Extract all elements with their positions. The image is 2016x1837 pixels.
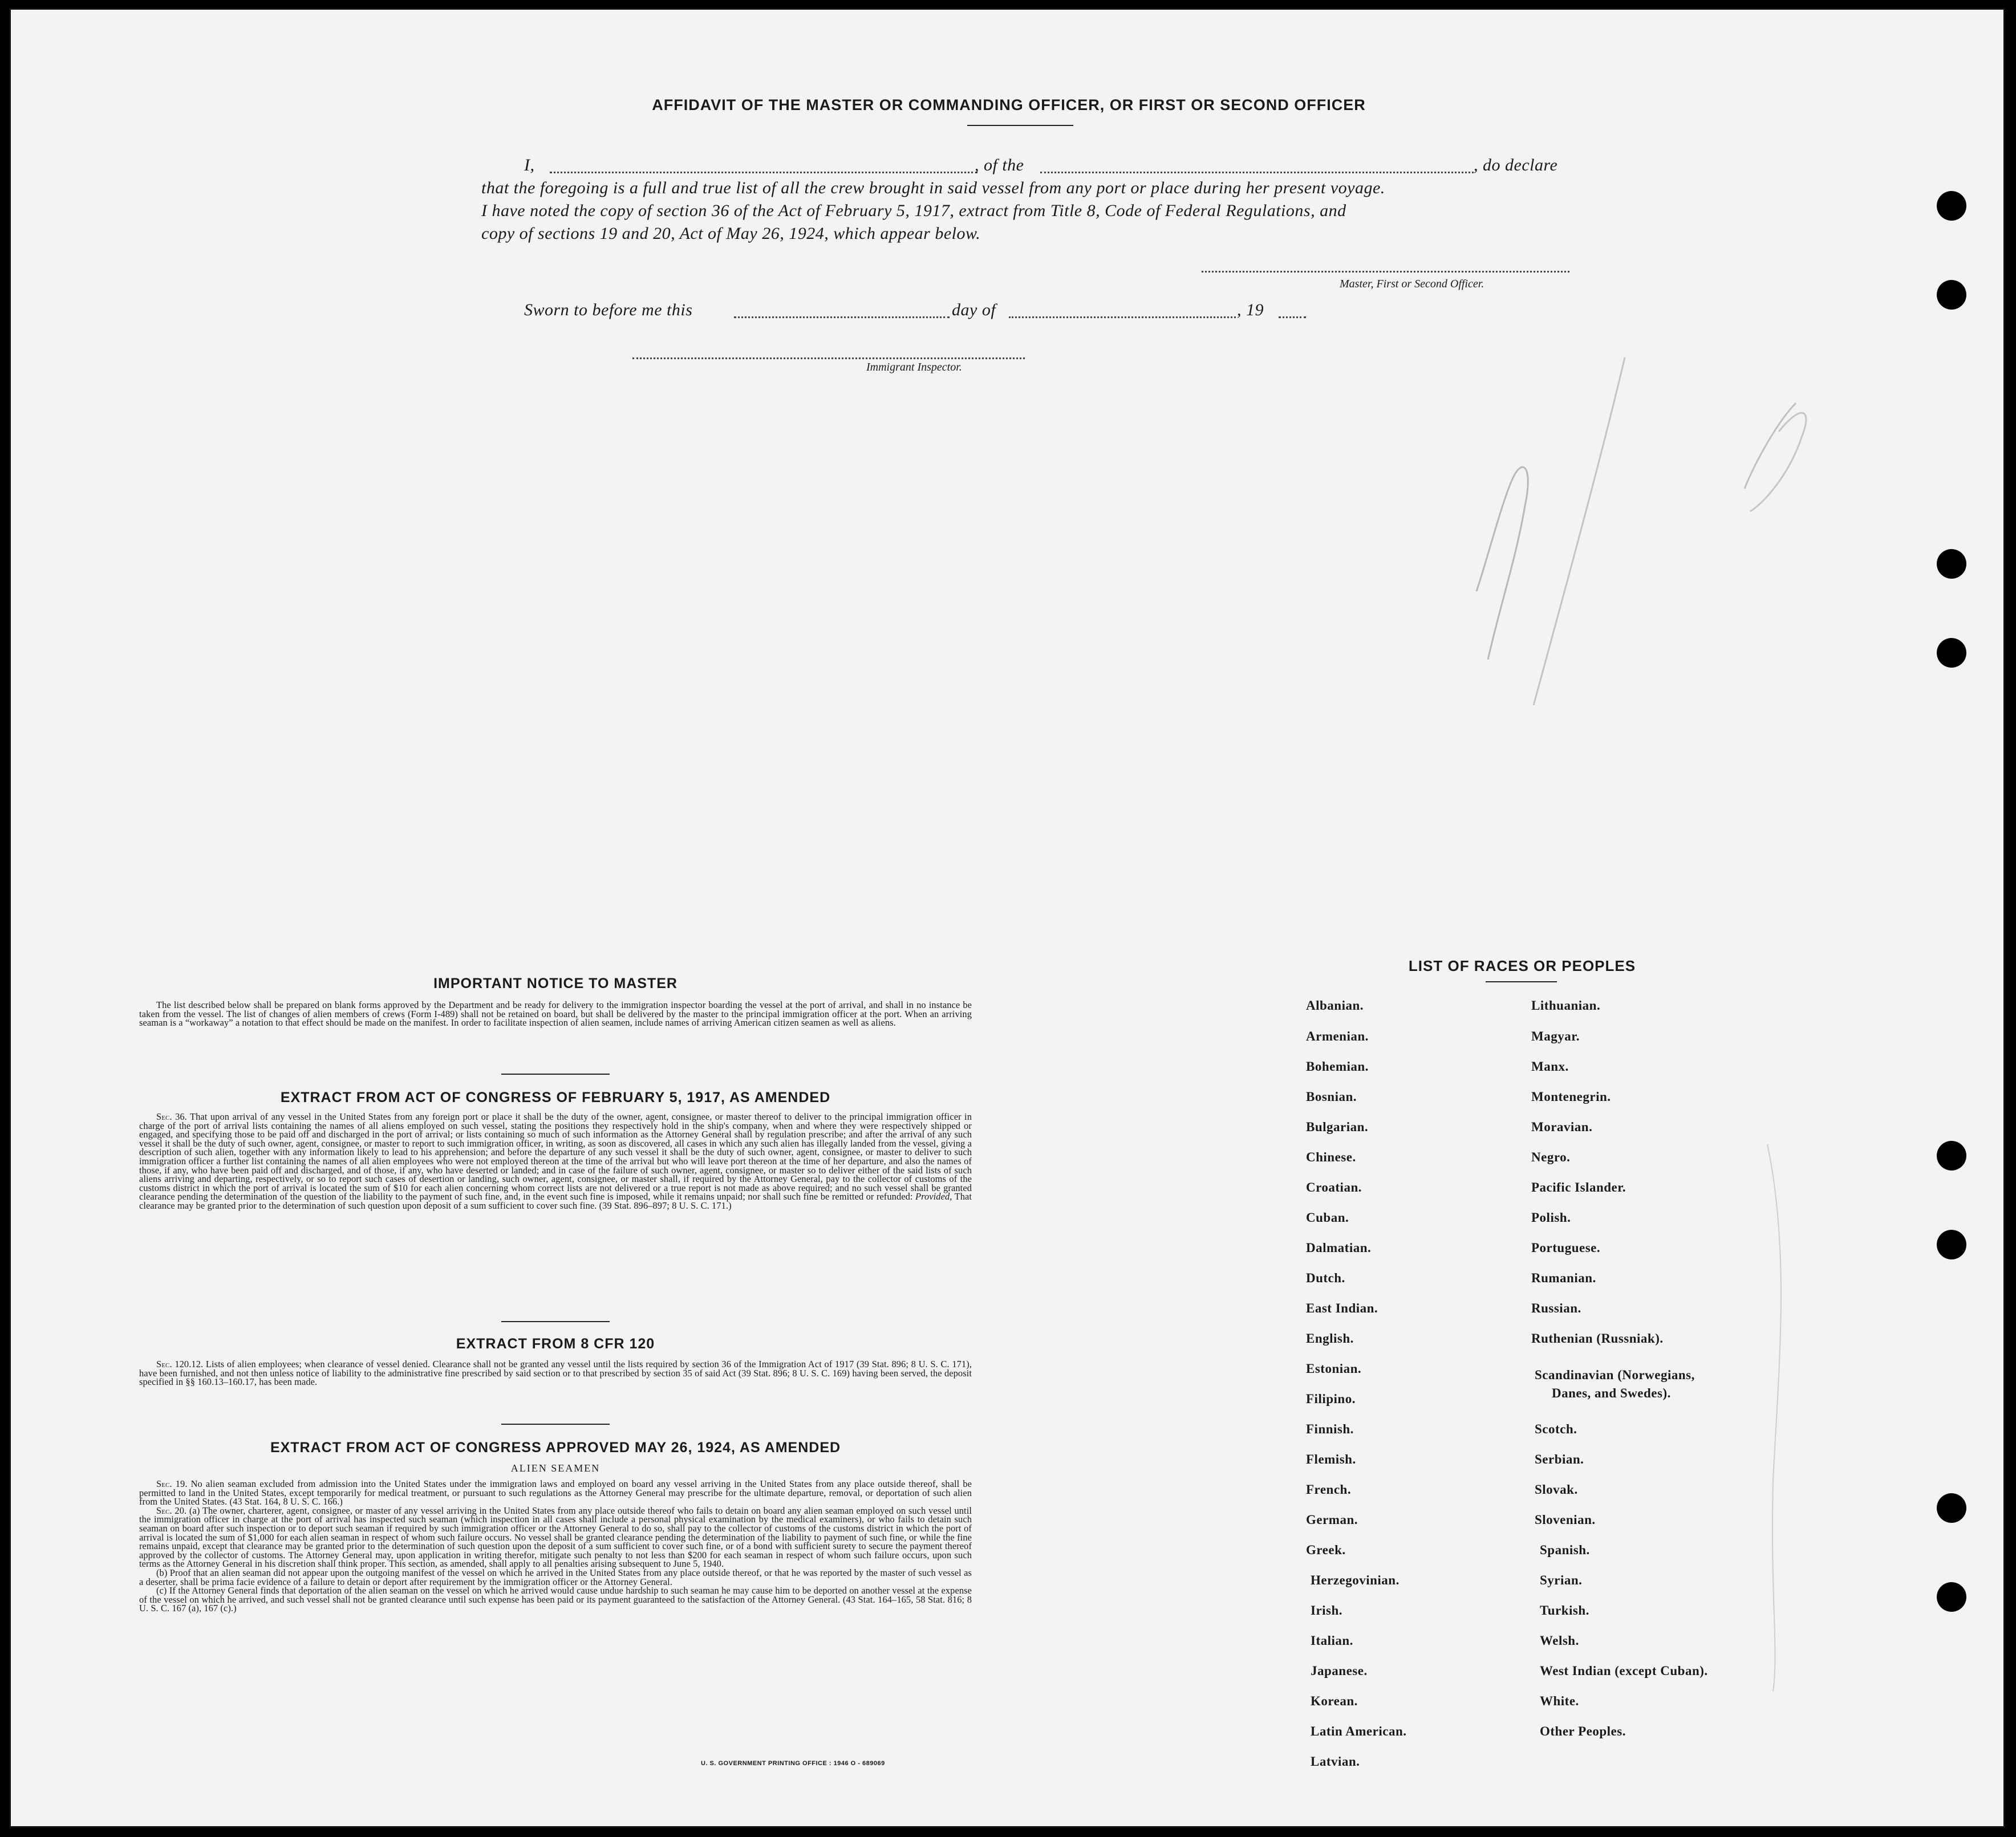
race-item-left: Dutch. <box>1306 1271 1345 1285</box>
race-item-right: White. <box>1540 1694 1579 1708</box>
race-item-left: German. <box>1306 1513 1358 1527</box>
punch-hole-7 <box>1937 1493 1966 1523</box>
extract-1917-divider <box>501 1321 610 1322</box>
race-item-right: Slovak. <box>1535 1482 1578 1497</box>
race-item-left: Japanese. <box>1311 1664 1368 1678</box>
sec-20c-text: (c) If the Attorney General finds that deportation of the alien seaman on the vessel on which he arrived would cause undue hardship to such seaman he may cause him to be deported on another vessel at the expense of the vessel on which he arrived, and such vessel shall not be granted clearance until such expense has been paid or its payment guaranteed to the satisfaction of the Attorney General. (43 Stat. 164–165, 58 Stat. 816; 8 U. S. C. 167 (a), 167 (c).) <box>139 1585 972 1614</box>
race-item-left: Armenian. <box>1306 1029 1369 1043</box>
pencil-margin-line <box>1756 1139 1824 1697</box>
race-item-left: East Indian. <box>1306 1301 1378 1315</box>
sworn-day-of: day of <box>952 300 996 319</box>
sec-36-text-end: That clearance may be granted prior to the determination of such question upon deposit of a sum sufficient to cover such fine. (39 Stat. 896–897; 8 U. S. C. 171.) <box>139 1191 972 1211</box>
inspector-caption: Immigrant Inspector. <box>866 361 962 373</box>
race-item-right: Polish. <box>1531 1210 1571 1225</box>
declaration-of-the: , of the <box>975 156 1024 174</box>
name-field[interactable] <box>550 172 977 173</box>
race-item-left: Albanian. <box>1306 998 1364 1013</box>
notice-divider <box>501 1074 610 1075</box>
races-title: LIST OF RACES OR PEOPLES <box>1408 957 1636 974</box>
race-item-left: Bulgarian. <box>1306 1120 1369 1134</box>
sec-20a-text: (a) The owner, charterer, agent, consignee, or master of any vessel arriving in the United States from any place outside thereof who fails to detain on board any alien seaman employed on such vessel until the immigration officer in charge at the port of arrival has inspected such seaman (which inspection in all cases shall include a personal physical examination by the medical examiners), or who fails to detain such seaman on board after such inspection or to deport such seaman if required by such immigration officer or the Attorney General to do so, shall pay to the collector of customs of the customs district in which the port of arrival is located the sum of $1,000 for each alien seaman in respect of whom such failure occurs. No vessel shall be granted clearance pending the determination of the liability to payment of such fine, or while the fine remains unpaid, except that clearance may be granted prior to the determination of such question upon the deposit of a sum sufficient to cover such fine, or of a bond with sufficient surety to secure the payment thereof approved by the collector of customs. The Attorney General may, upon application in writing therefor, mitigate such penalty to not less than $200 for each seaman in respect of whom such failure occurs, upon such terms as the Attorney General in his discretion shall think proper. This section, as amended, shall apply to all penalties arising subsequent to June 5, 1940. <box>139 1505 972 1570</box>
extract-cfr-divider <box>501 1424 610 1425</box>
race-item-right: Magyar. <box>1531 1029 1580 1043</box>
master-signature-caption: Master, First or Second Officer. <box>1340 278 1484 290</box>
race-item-left: Chinese. <box>1306 1150 1356 1164</box>
race-item-left: Flemish. <box>1306 1452 1356 1466</box>
race-item-right: Turkish. <box>1540 1603 1589 1617</box>
race-item-left: Cuban. <box>1306 1210 1349 1225</box>
race-item-left: Greek. <box>1306 1543 1346 1557</box>
race-item-right: West Indian (except Cuban). <box>1540 1664 1708 1678</box>
race-item-left: Croatian. <box>1306 1180 1362 1194</box>
notice-paragraph: The list described below shall be prepared on blank forms approved by the Department and be ready for delivery to the immigration inspector boarding the vessel at the port of arrival, and shall in no instance be taken from the vessel. The list of changes of alien members of crews (Form I-489) shall not be retained on board, but shall be delivered by the master to the principal immigration officer at the port. When an arriving seaman is a “workaway” a notation to that effect should be made on the manifest. In order to facilitate inspection of alien seamen, include names of arriving American citizen seamen as well as aliens. <box>139 999 972 1029</box>
punch-hole-3 <box>1937 549 1966 579</box>
race-item-right: Lithuanian. <box>1531 998 1601 1013</box>
race-item-right: Scandinavian (Norwegians, <box>1535 1368 1695 1382</box>
title-underline <box>967 125 1073 126</box>
affidavit-title: AFFIDAVIT OF THE MASTER OR COMMANDING OFFICER, OR FIRST OR SECOND OFFICER <box>652 96 1366 113</box>
sworn-year-prefix: , 19 <box>1237 300 1264 319</box>
notice-body <box>139 1001 972 1027</box>
race-item-left: English. <box>1306 1331 1354 1346</box>
race-item-right: Russian. <box>1531 1301 1581 1315</box>
race-item-right: Rumanian. <box>1531 1271 1596 1285</box>
race-item-right: Negro. <box>1531 1150 1571 1164</box>
race-item-right: Portuguese. <box>1531 1241 1601 1255</box>
punch-hole-4 <box>1937 638 1966 668</box>
pencil-annotation-mark <box>1402 340 1847 739</box>
race-item-left: Herzegovinian. <box>1311 1573 1400 1587</box>
race-item-right: Welsh. <box>1540 1633 1579 1648</box>
declaration-line-3: I have noted the copy of section 36 of the Act of February 5, 1917, extract from Title 8, Code of Federal Regulations, and <box>481 201 1346 220</box>
inspector-signature-field[interactable] <box>632 357 1025 359</box>
race-item-right: Serbian. <box>1535 1452 1584 1466</box>
declaration-line-2: that the foregoing is a full and true list of all the crew brought in said vessel from any port or place during her present voyage. <box>481 178 1385 197</box>
race-item-right: Ruthenian (Russniak). <box>1531 1331 1664 1346</box>
race-item-right: Montenegrin. <box>1531 1090 1611 1104</box>
race-item-right: Danes, and Swedes). <box>1552 1386 1671 1400</box>
race-item-left: Latvian. <box>1311 1754 1360 1769</box>
race-item-left: Dalmatian. <box>1306 1241 1372 1255</box>
race-item-right: Spanish. <box>1540 1543 1590 1557</box>
sworn-prefix: Sworn to before me this <box>524 300 693 319</box>
race-item-left: Italian. <box>1311 1633 1353 1648</box>
form-sheet <box>9 8 2005 1828</box>
sec-36-text: That upon arrival of any vessel in the United States from any foreign port or place it shall be the duty of the owner, agent, consignee, or master thereof to deliver to the principal immigration officer in charge of the port of arrival lists containing the names of all aliens employed on such vessel, stating the positions they respectively hold in the ship's company, when and where they were respectively shipped or engaged, and specifying those to be paid off and discharged in the port of arrival; or lists containing so much of such information as the Attorney General shall by regulation prescribe; and after the arrival of any such vessel it shall be the duty of such owner, agent, consignee, or master to report to such immigration officer, in writing, as soon as discovered, all cases in which any such alien has illegally landed from the vessel, giving a description of such alien, together with any information likely to lead to his apprehension; and before the departure of any such vessel it shall be the duty of such owner, agent, consignee, or master to deliver to such immigration officer a further list containing the names of all alien employees who were not employed thereon at the time of the arrival but who will leave port thereon at the time of her departure, and also the names of those, if any, who have been paid off and discharged, and of those, if any, who have deserted or landed; and in case of the failure of such owner, agent, consignee, or master so to deliver either of the said lists of such aliens arriving and departing, respectively, or so to report such cases of desertion or landing, such owner, agent, consignee, or master shall, if required by the Attorney General, pay to the collector of customs of the customs district in which the port of arrival is located the sum of $10 for each alien concerning whom correct lists are not delivered or a true report is not made as above required; and no such vessel shall be granted clearance pending the determination of the question of the liability to the payment of such fine, and, in the event such fine is imposed, while it remains unpaid; nor shall such fine be remitted or refunded: <box>139 1111 972 1202</box>
race-item-left: Filipino. <box>1306 1392 1356 1406</box>
race-item-right: Syrian. <box>1540 1573 1583 1587</box>
extract-1924-title: EXTRACT FROM ACT OF CONGRESS APPROVED MAY 26, 1924, AS AMENDED <box>270 1440 841 1456</box>
sworn-year-field[interactable] <box>1279 316 1306 318</box>
punch-hole-5 <box>1937 1141 1966 1171</box>
extract-1917-title: EXTRACT FROM ACT OF CONGRESS OF FEBRUARY 5, 1917, AS AMENDED <box>280 1090 831 1106</box>
race-item-left: Latin American. <box>1311 1724 1407 1738</box>
printing-office-imprint: U. S. GOVERNMENT PRINTING OFFICE : 1946 O - 689069 <box>701 1760 885 1767</box>
race-item-right: Manx. <box>1531 1059 1569 1074</box>
alien-seamen-subtitle: ALIEN SEAMEN <box>510 1462 601 1474</box>
sec-19-text: No alien seaman excluded from admission into the United States under the immigration laws and employed on board any vessel arriving in the United States from any place outside thereof, shall be permitted to land in the United States, except temporarily for medical treatment, or pursuant to such regulations as the Attorney General may prescribe for the ultimate departure, removal, or deportation of such alien from the United States. (43 Stat. 164, 8 U. S. C. 166.) <box>139 1478 972 1507</box>
declaration-line-4: copy of sections 19 and 20, Act of May 26, 1924, which appear below. <box>481 224 981 243</box>
race-item-left: Finnish. <box>1306 1422 1354 1436</box>
sec-36-label: Sec. 36. <box>156 1111 187 1122</box>
sec-20b-text: (b) Proof that an alien seaman did not appear upon the outgoing manifest of the vessel on which he arrived in the United States from any place outside thereof, or that he was reported by the master of such vessel as a deserter, shall be prima facie evidence of a failure to detain or deport after requirement by the immigration officer or the Attorney General. <box>139 1567 972 1587</box>
sec-19-label: Sec. 19. <box>156 1478 188 1489</box>
race-item-right: Scotch. <box>1535 1422 1577 1436</box>
declaration-do-declare: , do declare <box>1474 156 1558 174</box>
punch-hole-1 <box>1937 191 1966 221</box>
vessel-field[interactable] <box>1040 172 1474 173</box>
extract-1917-body <box>139 1112 972 1210</box>
race-item-right: Other Peoples. <box>1540 1724 1626 1738</box>
race-item-left: Bohemian. <box>1306 1059 1369 1074</box>
notice-title: IMPORTANT NOTICE TO MASTER <box>433 976 678 991</box>
race-item-right: Pacific Islander. <box>1531 1180 1626 1194</box>
punch-hole-6 <box>1937 1230 1966 1259</box>
sec-120-label: Sec. 120.12. <box>156 1359 204 1369</box>
sworn-day-field[interactable] <box>734 316 950 318</box>
declaration-i: I, <box>524 156 535 174</box>
sec-20-label: Sec. 20. <box>156 1505 187 1516</box>
punch-hole-2 <box>1937 280 1966 310</box>
race-item-left: French. <box>1306 1482 1352 1497</box>
punch-hole-8 <box>1937 1582 1966 1612</box>
master-signature-field[interactable] <box>1202 271 1569 273</box>
race-item-left: Irish. <box>1311 1603 1343 1617</box>
races-underline <box>1486 981 1557 982</box>
race-item-right: Slovenian. <box>1535 1513 1596 1527</box>
race-item-left: Bosnian. <box>1306 1090 1357 1104</box>
race-item-right: Moravian. <box>1531 1120 1593 1134</box>
extract-cfr-body <box>139 1360 972 1387</box>
extract-1924-body <box>139 1480 972 1613</box>
race-item-left: Estonian. <box>1306 1362 1362 1376</box>
sec-120-text: Lists of alien employees; when clearance of vessel denied. Clearance shall not be granted any vessel until the lists required by section 36 of the Immigration Act of 1917 (39 Stat. 896; 8 U. S. C. 171), have been furnished, and not then unless notice of liability to the administrative fine prescribed by said section or to that prescribed by section 35 of said Act (39 Stat. 896; 8 U. S. C. 169) having been served, the deposit specified in §§ 160.13–160.17, has been made. <box>139 1359 972 1388</box>
sworn-month-field[interactable] <box>1009 316 1236 318</box>
race-item-left: Korean. <box>1311 1694 1358 1708</box>
provided-word: Provided, <box>915 1191 952 1202</box>
extract-cfr-title: EXTRACT FROM 8 CFR 120 <box>456 1336 655 1352</box>
